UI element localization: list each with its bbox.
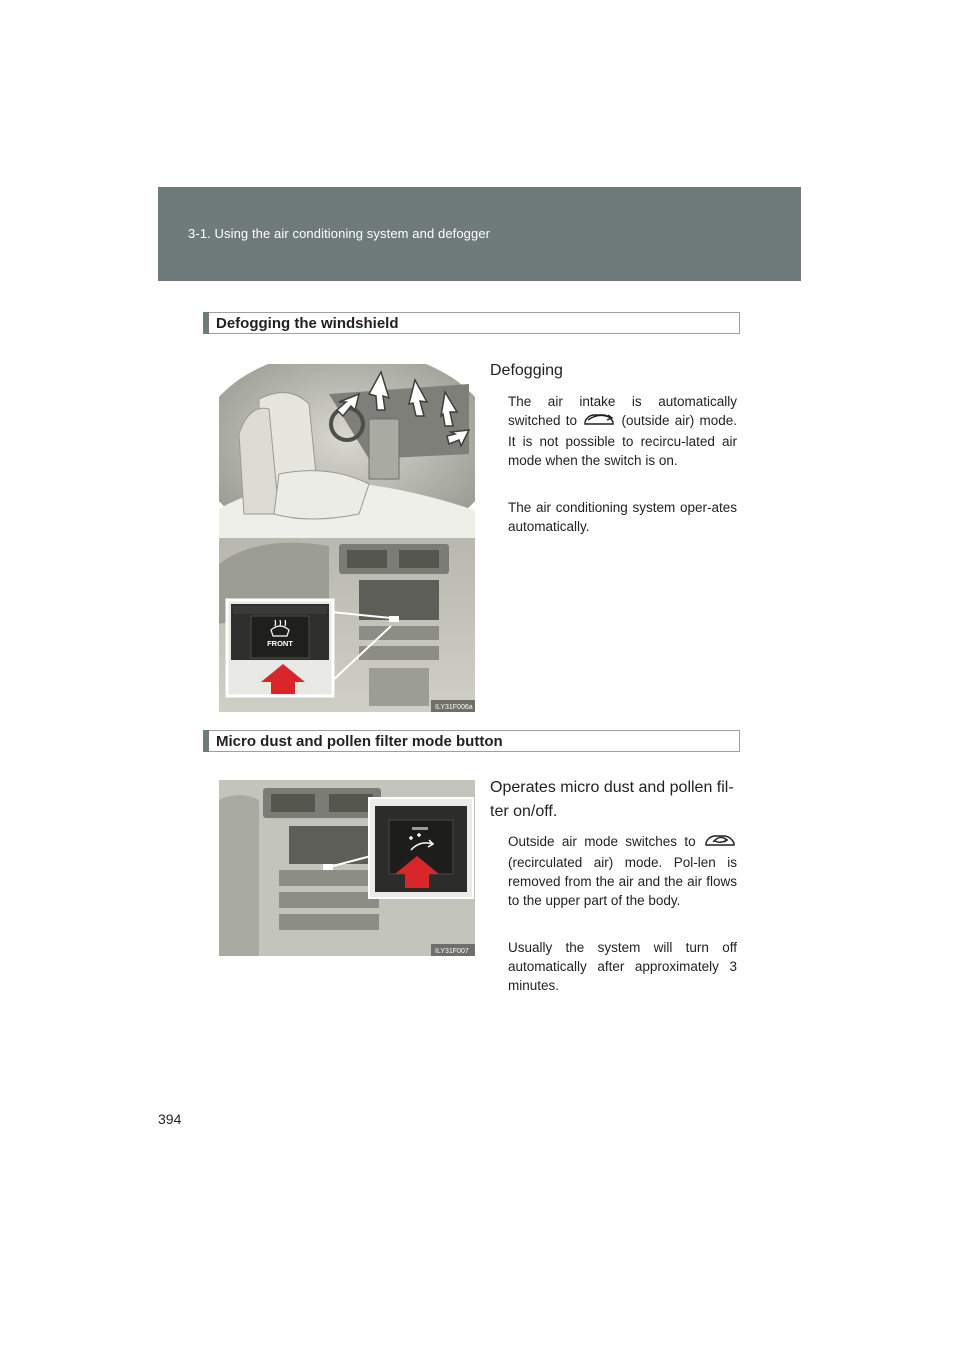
outside-air-icon	[582, 411, 616, 432]
figure-code: ILY31F007	[435, 948, 469, 955]
section-heading-defogging	[203, 312, 740, 334]
section1-subtitle: Defogging	[490, 362, 563, 379]
section1-paragraph-1: The air intake is automatically switched to (outside air) mode. It is not possible to recircu-lated air mode when the switch is on.	[508, 394, 737, 468]
section-heading-text: Defogging the windshield	[216, 315, 399, 332]
figure-defog-drawing	[219, 364, 475, 712]
figure-pollen-filter	[219, 780, 475, 956]
section2-paragraph-2: Usually the system will turn off automatically after approximately 3 minutes.	[508, 940, 737, 993]
section2-subtitle: Operates micro dust and pollen fil-ter on/off.	[490, 779, 734, 820]
figure-pollen-drawing	[219, 780, 475, 956]
figure-defog	[219, 364, 475, 712]
section-heading-text: Micro dust and pollen filter mode button	[216, 733, 503, 750]
section1-paragraph-2: The air conditioning system oper-ates automatically.	[508, 500, 737, 534]
section2-paragraph-1: Outside air mode switches to (recirculated air) mode. Pol-len is removed from the air and the air flows to the upper part of the body.	[508, 832, 737, 910]
page-number: 394	[158, 1111, 182, 1127]
header-title: 3-1. Using the air conditioning system and defogger	[188, 226, 491, 241]
section-heading-pollen-filter	[203, 730, 740, 752]
front-button-label: FRONT	[267, 639, 293, 648]
recirculated-air-icon	[703, 832, 737, 853]
figure-code: ILY31F006a	[435, 704, 473, 711]
header-band	[158, 187, 801, 281]
